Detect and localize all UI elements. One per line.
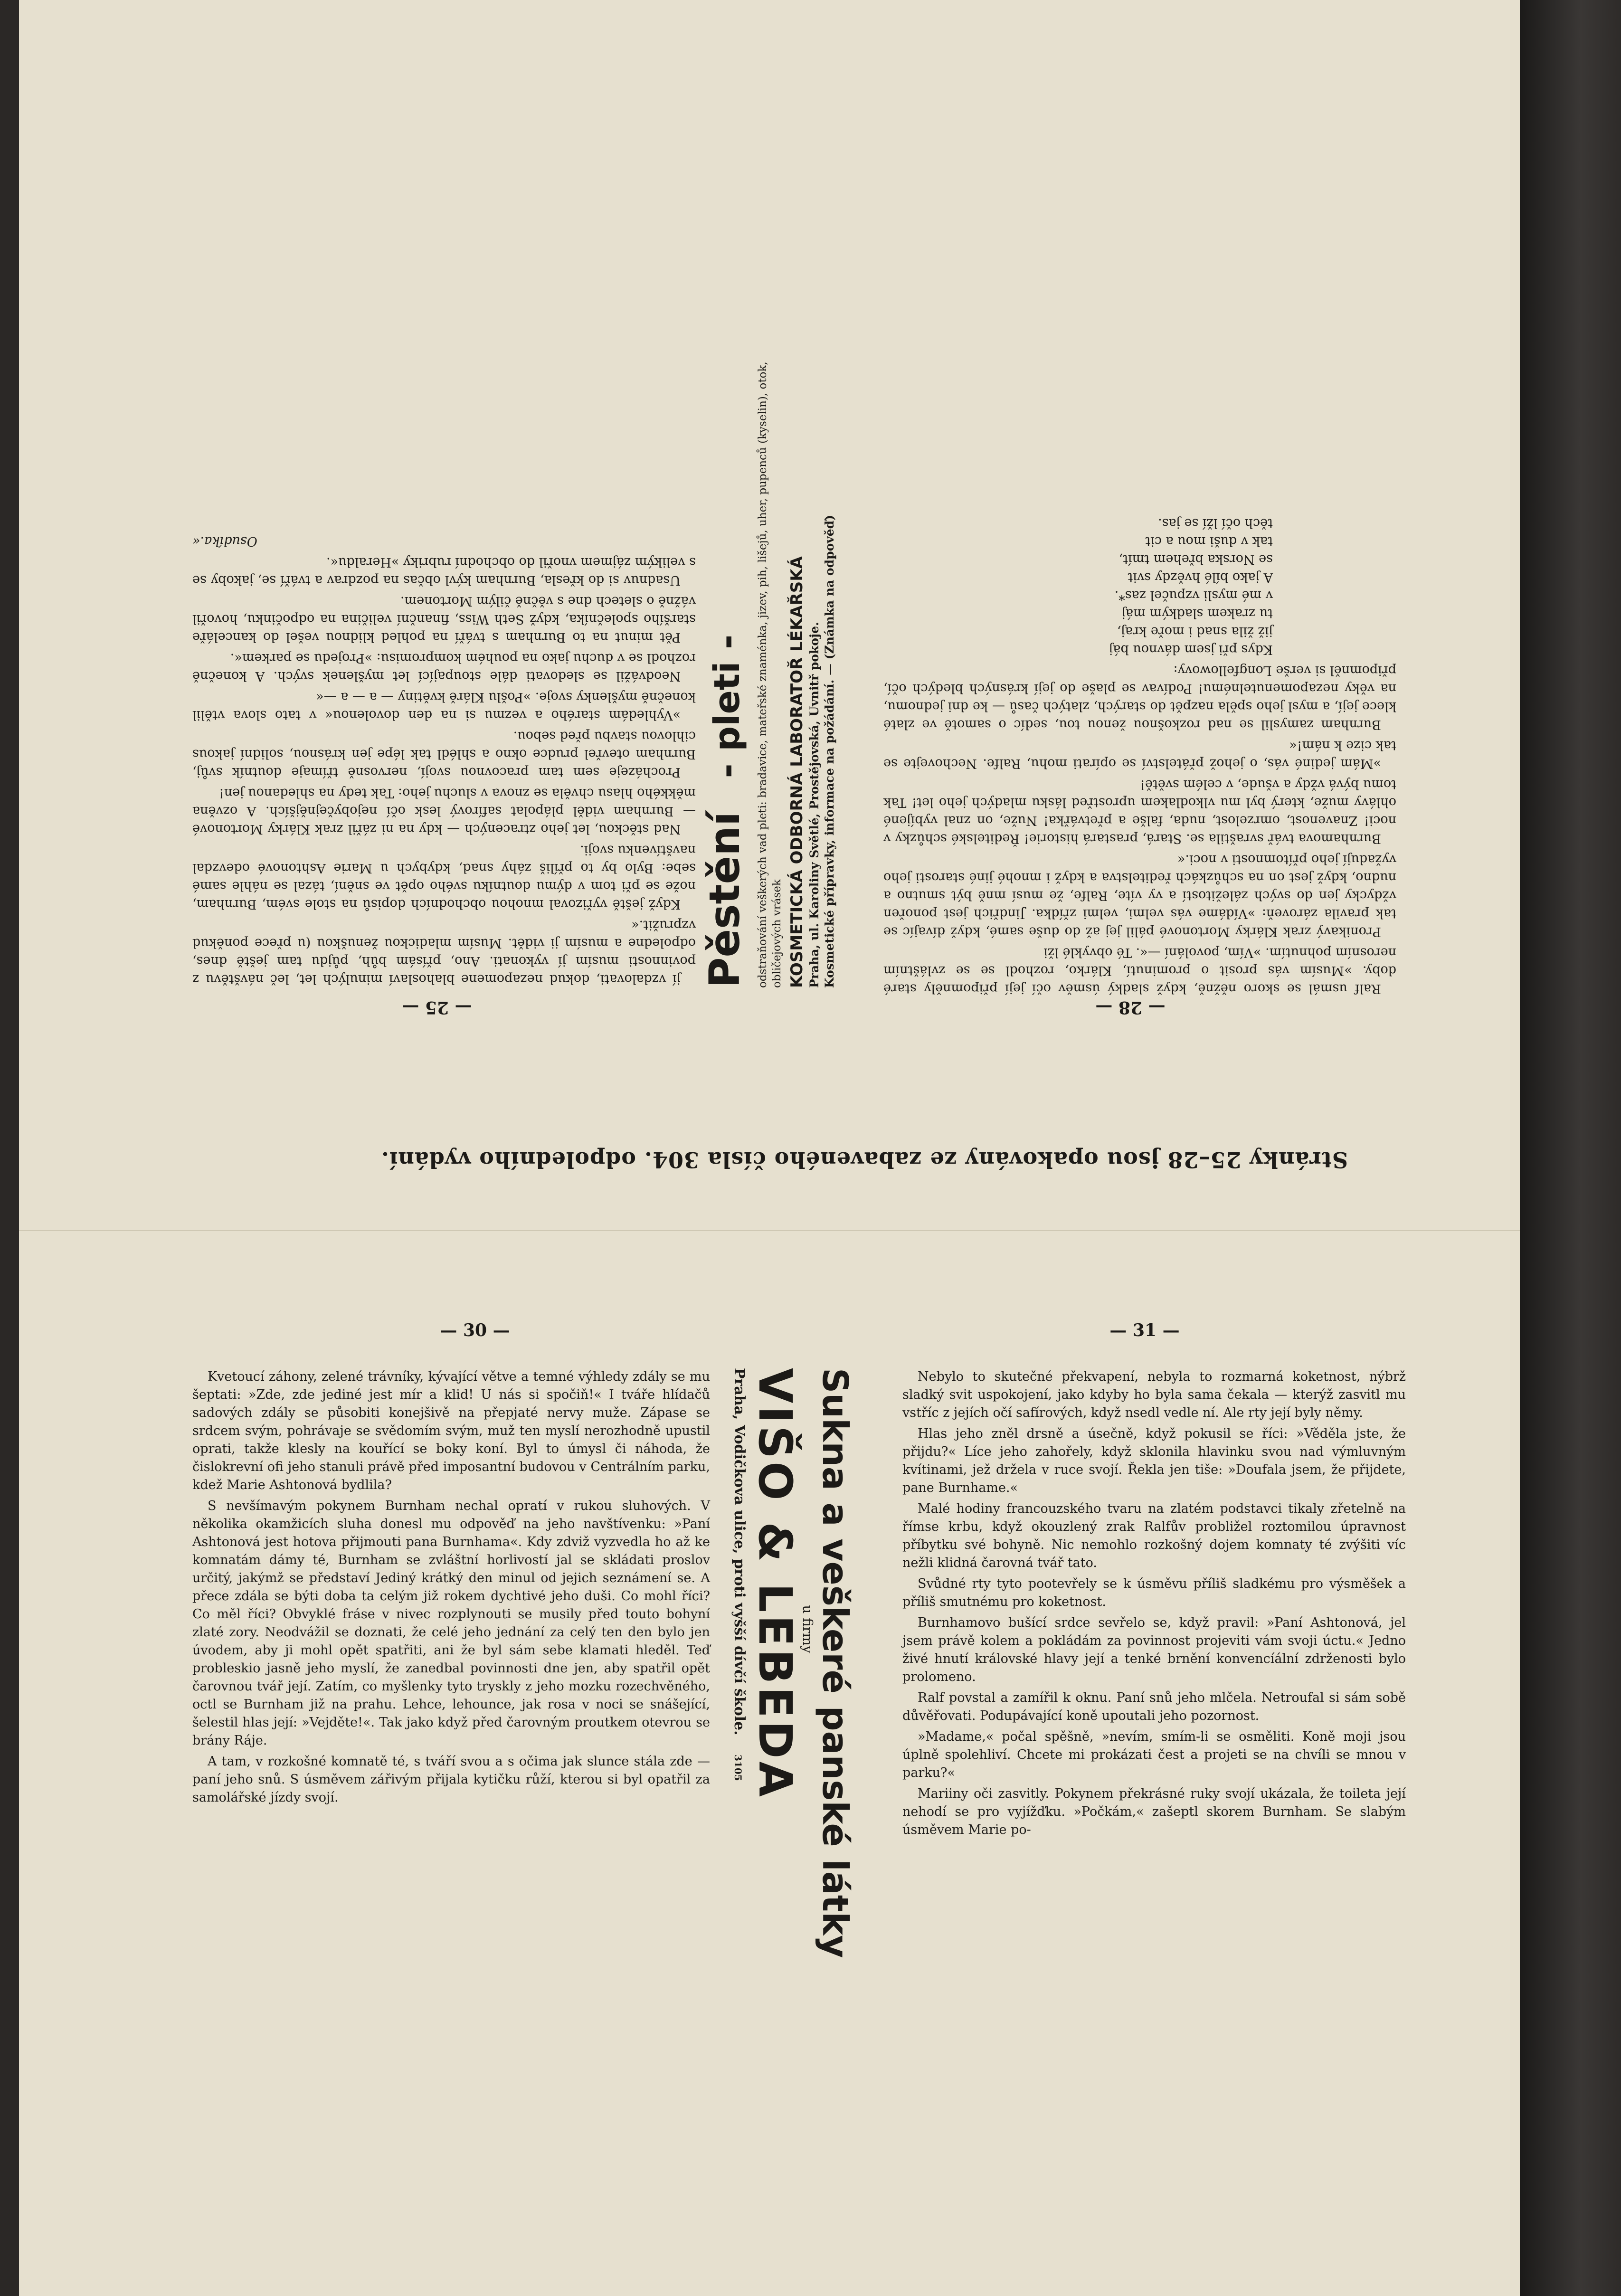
paragraph: Nad stěckou, let jeho ztracených — kdy na ni zářil zrak Klárky Mortonové — Burnham viděl plápolat safírový lesk očí nejobyčejnějších. A ozvěna měkkého hlasu chvěla se znova v sluchu jeho: Tak tedy na shledanou jen! — [192, 786, 696, 836]
page-25 — [192, 247, 696, 988]
ad-pesteni-title: Pěstění - pleti - — [700, 635, 749, 988]
sheet-edge-shadow — [1520, 0, 1621, 2296]
paragraph: Kvetoucí záhony, zelené trávníky, kývající větve a temné výhledy zdály se mu šeptati: »Zde, zde jediné jest mír a klid! U nás si spočiň!« I tváře hlídačů sadových zdály se působiti konejšivě na přepjaté nervy muže. Zápase se srdcem svým, pohrávaje se svědomím svým, muž ten myslí nerozhodně upustil oprati, takže klesly na kouřící se boky koní. Byl to úmysl či náhoda, že čislokrevní ofi jeho stanuli právě před imposantní budovou v Centrálním parku, kdež Marie Ashtonová bydlila? — [192, 1369, 710, 1492]
poem-line: Kdys při jsem dávnou báj — [1109, 642, 1273, 657]
page-28-number: — 28 — — [1095, 997, 1166, 1017]
page-30 — [192, 1368, 710, 1810]
paragraph: A tam, v rozkošné komnatě té, s tváří svou a s očima jak slunce stála zde — paní jeho snů. S úsměvem zářivým přijala kytičku růží, kterou si byl opatřil za samolářské jízdy svojí. — [192, 1754, 710, 1805]
newspaper-sheet — [19, 0, 1520, 2296]
reprint-notice: Stránky 25–28 jsou opakovány ze zabaveného čísla 304. odpoledního vydání. — [380, 1147, 1348, 1173]
paragraph: Když ještě vyřizoval mnohou obchodních dopisů na stole svém, Burnham, nože se při tom v dýmu doutníku svého opět ve snění, tázal se náhle samé sebe: Bylo by to příliš záhy snad, kdybych u Marie Ashtonové odevzdal navštívenku svoji. — [192, 843, 696, 911]
paragraph: »Madame,« počal spěšně, »nevím, smím-li se osměliti. Koně moji jsou úplně spolehliví. Chcete mi prokázati čest a projeti se na chvíli se mnou v parku?« — [902, 1729, 1406, 1780]
page-30-number: — 30 — — [440, 1320, 510, 1340]
paragraph: Mariiny oči zasvitly. Pokynem překrásné ruky svojí ukázala, že toileta její nehodí se pro vyjížďku. »Počkám,« zašeptl skorem Burnham. Se slabým úsměvem Marie po- — [902, 1786, 1406, 1837]
ad-pesteni-lab: KOSMETICKÁ ODBORNÁ LABORATOŘ LÉKAŘSKÁ — [787, 556, 806, 988]
page-28-text — [883, 514, 1396, 997]
paragraph: Hlas jeho zněl drsně a úsečně, když pokusil se říci: »Věděla jste, že přijdu?« Líce jeho zahořely, když sklonila hlavinku svou nad výmluvným kvítinami, jež držela v ruce svojí. Řekla jen tiše: »Doufala jsem, že přijdete, pane Burnhame.« — [902, 1426, 1406, 1495]
paragraph: Ralf povstal a zamířil k oknu. Paní snů jeho mlčela. Netroufal si sám sobě důvěřovati. Podupávající koně upoutali jeho pozornost. — [902, 1690, 1406, 1723]
paragraph: Ralf usmál se skoro něžně, když sladký úsměv očí její připomněly staré doby. »Musím vás prosit o prominutí, Klárko, rozhodl se se zvláštním nerosním pohnutím. »Vím, povolání —«. Té obvyklé lži — [883, 945, 1396, 996]
poem-line: tak v duši mou a cit — [1145, 534, 1273, 549]
paragraph: jí vzdalovati, dokud nezapomene blahoslaví minulých let, leč návštěvu z povinnosti musím jí vykonati. Ano, přísám bůh, půjdu tam ještě dnes, odpoledne a musím ji vidět. Musím mladickou ženuškou (u přece poněkud vzpružit.« — [192, 918, 696, 987]
page-25-text — [192, 532, 696, 988]
page-31-number: — 31 — — [1109, 1320, 1180, 1340]
ad-pesteni-pleti — [700, 299, 837, 988]
paragraph: Burnhamovo bušící srdce sevřelo se, když pravil: »Paní Ashtonová, jel jsem právě kolem a pokládám za povinnost projeviti vám svoji úctu.« Jedno živé hnutí královské hlavy její a tenké brnění konvencíální zdrženosti bylo prolomeno. — [902, 1615, 1406, 1684]
paragraph: Usadnuv si do křesla, Burnham kývl občas na pozdrav a tváří se, jakoby se s velikým zájmem vnořil do obchodní rubriky »Heraldu«. — [192, 555, 696, 588]
paragraph: S nevšímavým pokynem Burnham nechal opratí v rukou sluhových. V několika okamžicích sluha donesl mu odpověď na jeho navštívenku: »Paní Ashtonová jest hotova přijmouti pana Burnhama«. Kdy zdviž vyzvedla ho až ke komnatám dámy té, Burnham se zvláštní horlivostí jal se skládati proslov určitý, jakýmž se představí Jediný krátký den minul od jejich seznámení se. A přece zdála se býti doba ta celým již rokem dychtivé jeho duši. Co mohl říci? Co měl říci? Obvyklé fráse v nivec rozplynouti se musily před touto bohyní zlaté zory. Neodvážil se doznati, že celé jeho jednání za celý ten den bylo jen úvodem, aby ji mohl opět spatřiti, ani že byl sám sebe klamati hleděl. Teď probleskio jasně jeho myslí, že zanedbal povinnosti dne jen, aby spatřil opět čarovnou tvář její. Zatím, co myšlenky tyto tryskly z jeho mozku rozechvěného, octl se Burnham již na prahu. Lehce, lehounce, jak rosa v noci se snášející, šelestil hlas její: »Vejděte!«. Tak jako když před čarovným proutkem otevrou se brány Ráje. — [192, 1499, 710, 1748]
paragraph: Neodvážil se sledovati dále stoupající let myšlenek svých. A konečně rozhodl se v duchu jako na pouhém kompromisu: »Projedu se parkem«. — [192, 651, 696, 683]
page-25-footer: Osudíka.« — [192, 534, 257, 549]
page-31 — [902, 1368, 1406, 1842]
page-30-text — [192, 1368, 710, 1807]
poem — [883, 514, 1273, 658]
page-31-text — [902, 1368, 1406, 1839]
ad-pesteni-desc: odstraňování veškerých vad pleti: bradavice, mateřské znaménka, jizev, pih, lišejů, uher, pupenců (kyselin), otok, obličejových vrásek — [757, 361, 783, 988]
paragraph: »Vyhledám starého a vezmu si na den dovolenou« v tato slova vtělil konečně myšlenky svoje. »Pošlu Klárě květiny — a — a —« — [192, 690, 696, 722]
ad-pesteni-address: Praha, ul. Karoliny Světlé, Prostějovská, Uvnitř pokoje. — [807, 622, 821, 988]
fold-divider — [19, 1230, 1520, 1231]
paragraph: »Mám jediné vás, o jehož přátelství se opírati mohu, Ralfe. Nechovejte se tak cize k nám!« — [883, 738, 1396, 771]
paragraph: Burnham zamyslil se nad rozkošnou ženou tou, sedíc o samotě ve zlaté klece její, a mysl jeho spěla nazpět do starých, zlatých časů — ke dni jednomu, na věky nezapomenutelnému! Podívav se plaše do její krásných bledých očí, připomněl si verše Longfellowovy: — [883, 663, 1396, 732]
paragraph: Svůdné rty tyto pootevřely se k úsměvu příliš sladkému pro výsměšek a příliš smutnému pro koketnost. — [902, 1576, 1406, 1609]
paragraph: Nebylo to skutečné překvapení, nebyla to rozmarná koketnost, nýbrž sladký svit uspokojení, jako kdyby ho byla sama čekala — kterýž zasvitl mu vstříc z jejích očí safírových, když nsedl vedle ní. Ale rty její byly němy. — [902, 1369, 1406, 1420]
paragraph: Malé hodiny francouzského tvaru na zlatém podstavci tikaly zřetelně na římse krbu, když okouzlený zrak Ralfův probližel roztomilou úpravnost příbytku své bohyně. Nic nemohlo rozkošný dojem komnaty té zvýšiti víc nežli klidná čarovná tvář tato. — [902, 1501, 1406, 1570]
paragraph: Pět minut na to Burnham s tváří na pohled klidnou vešel do kanceláře staršího společníka, když Seth Wiss, finanční veličina na odpočinku, hovořil vážně o sletech dne s věčně čilým Mortonem. — [192, 594, 696, 645]
paragraph: Procházeje sem tam pracovnou svojí, nervosně třímaje doutník svůj, Burnham otevřel prudce okno a shlédl tak lépe jen krásnou, solidní jakous cihlovou stavbu před sebou. — [192, 729, 696, 779]
poem-line: se Norska břehem tmít, — [1119, 552, 1273, 567]
poem-line: tu zrakem sladkým máj — [1121, 606, 1273, 621]
poem-line: již žila snad i moře kraj, — [1117, 624, 1273, 639]
ad-pesteni-info: Kosmetické přípravky, informace na požádání. — (Známka na odpověď) — [823, 515, 836, 988]
page-28 — [883, 223, 1396, 997]
page-25-number: — 25 — — [402, 997, 472, 1017]
ad-sukna-firm: VIŠO & LEBEDA — [749, 1368, 802, 1800]
poem-line: A jako bílé hvězdy svit — [1128, 570, 1273, 585]
ad-sukna-title: Sukna a veškeré panské látky — [815, 1368, 855, 1958]
ad-sukna — [729, 1368, 855, 2057]
ad-sukna-firm-prefix: u firmy — [800, 1605, 815, 1653]
poem-line: v mé mysli vzpučel zas*. — [1114, 588, 1273, 603]
ad-sukna-address: Praha, Vodičkova ulice, proti vyšší dívčí škole. 3105 — [731, 1368, 748, 1781]
paragraph: Pronikavý zrak Klárky Mortonové pálil jej až do duše samé, když dívajíc se tak pravila zároveň: »Vídáme vás velmi, velmi zřídka. Jindřich jest ponořen vždycky jen do svých záležitostí a vy víte, Ralfe, že musí mně být smutno a nudno, když jest on na schůzkách ředitelstva a když i mnohé jiné starosti jeho vyžadují jeho přítomnosti v noci.« — [883, 852, 1396, 939]
poem-line: těch očí lží se jas. — [1158, 516, 1273, 531]
paragraph: Burnhamova tvář svraštila se. Stará, prastará historie! Ředitelské schůzky v noci! Znavenost, omrzelost, nuda, falše a přetvářka! Nuže, on znal vybíjené ohlávy muže, který byl mu vlkodlakem uprostřed lásku mladých jeho let! Tak tomu bývá vždy a všude, v celém světě! — [883, 777, 1396, 846]
